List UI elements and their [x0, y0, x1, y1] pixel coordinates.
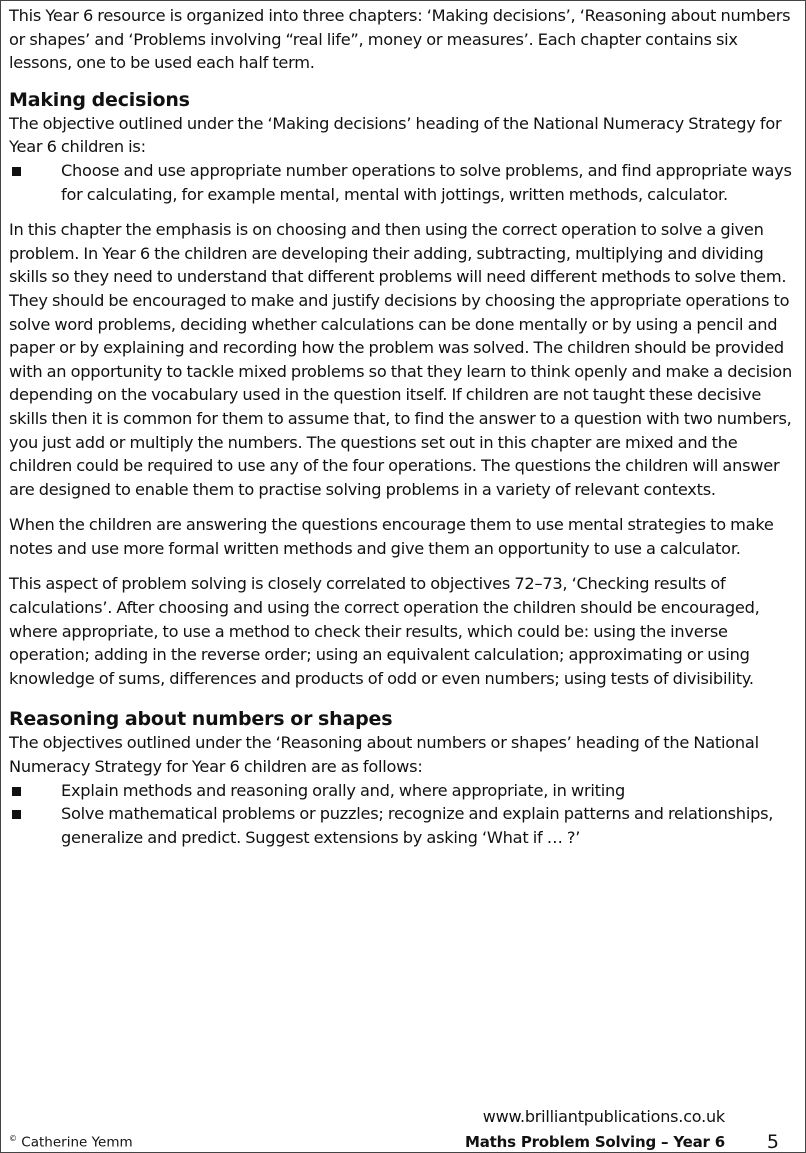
section-lead: The objectives outlined under the ‘Reasoning about numbers or shapes’ heading of the National Numeracy Strategy for Year 6 children are as follows: [9, 733, 759, 777]
list-item-text: Explain methods and reasoning orally and, where appropriate, in writing [61, 780, 625, 800]
list-item [9, 802, 795, 849]
section-lead: The objective outlined under the ‘Making decisions’ heading of the National Numeracy Strategy for Year 6 children is: [9, 113, 782, 157]
square-bullet-icon [12, 787, 21, 796]
body-paragraph: This aspect of problem solving is closely correlated to objectives 72–73, ‘Checking results of calculations’. After choosing and using the correct operation the children should be encouraged, where appropriate, to use a method to check their results, which could be: using the inverse operation; adding in the reverse order; using an equivalent calculation; approximating or using knowledge of sums, differences and products of odd or even numbers; using tests of divisibility. [9, 574, 760, 688]
publisher-url: www.brilliantpublications.co.uk [482, 1107, 725, 1126]
book-title: Maths Problem Solving – Year 6 [464, 1133, 725, 1151]
bullet-list [9, 779, 795, 850]
section-heading-reasoning: Reasoning about numbers or shapes [9, 708, 393, 731]
body-paragraph: When the children are answering the questions encourage them to use mental strategies to make notes and use more formal written methods and give them an opportunity to use a calculator. [9, 515, 774, 558]
square-bullet-icon [12, 810, 21, 819]
list-item-text: Choose and use appropriate number operations to solve problems, and find appropriate ways for calculating, for example mental, mental with jottings, written methods, calculator. [61, 160, 792, 204]
list-item [9, 779, 795, 803]
copyright-notice [9, 1134, 133, 1151]
copyright-icon: © [9, 1134, 17, 1143]
square-bullet-icon [12, 167, 21, 176]
list-item-text: Solve mathematical problems or puzzles; recognize and explain patterns and relationships, generalize and predict. Suggest extensions by asking ‘What if … ?’ [61, 804, 774, 847]
intro-paragraph: This Year 6 resource is organized into three chapters: ‘Making decisions’, ‘Reasoning about numbers or shapes’ and ‘Problems involving “real life”, money or measures’. Each chapter contains six lessons, one to be used each half term. [9, 6, 791, 73]
page-body [9, 4, 795, 849]
page-number: 5 [766, 1131, 779, 1153]
list-item [9, 159, 795, 206]
section-heading-making-decisions: Making decisions [9, 88, 190, 111]
page-footer [1, 1082, 805, 1152]
bullet-list [9, 159, 795, 206]
author-name: Catherine Yemm [21, 1134, 133, 1151]
body-paragraph: In this chapter the emphasis is on choosing and then using the correct operation to solve a given problem. In Year 6 the children are developing their adding, subtracting, multiplying and dividing skills so they need to understand that different problems will need different methods to solve them. They should be encouraged to make and justify decisions by choosing the appropriate operations to solve word problems, deciding whether calculations can be done mentally or by using a pencil and paper or by explaining and recording how the problem was solved. The children should be provided with an opportunity to tackle mixed problems so that they learn to think openly and make a decision depending on the vocabulary used in the question itself. If children are not taught these decisive skills then it is common for them to assume that, to find the answer to a question with two numbers, you just add or multiply the numbers. The questions set out in this chapter are mixed and the children could be required to use any of the four operations. The questions the children will answer are designed to enable them to practise solving problems in a variety of relevant contexts. [9, 220, 792, 499]
